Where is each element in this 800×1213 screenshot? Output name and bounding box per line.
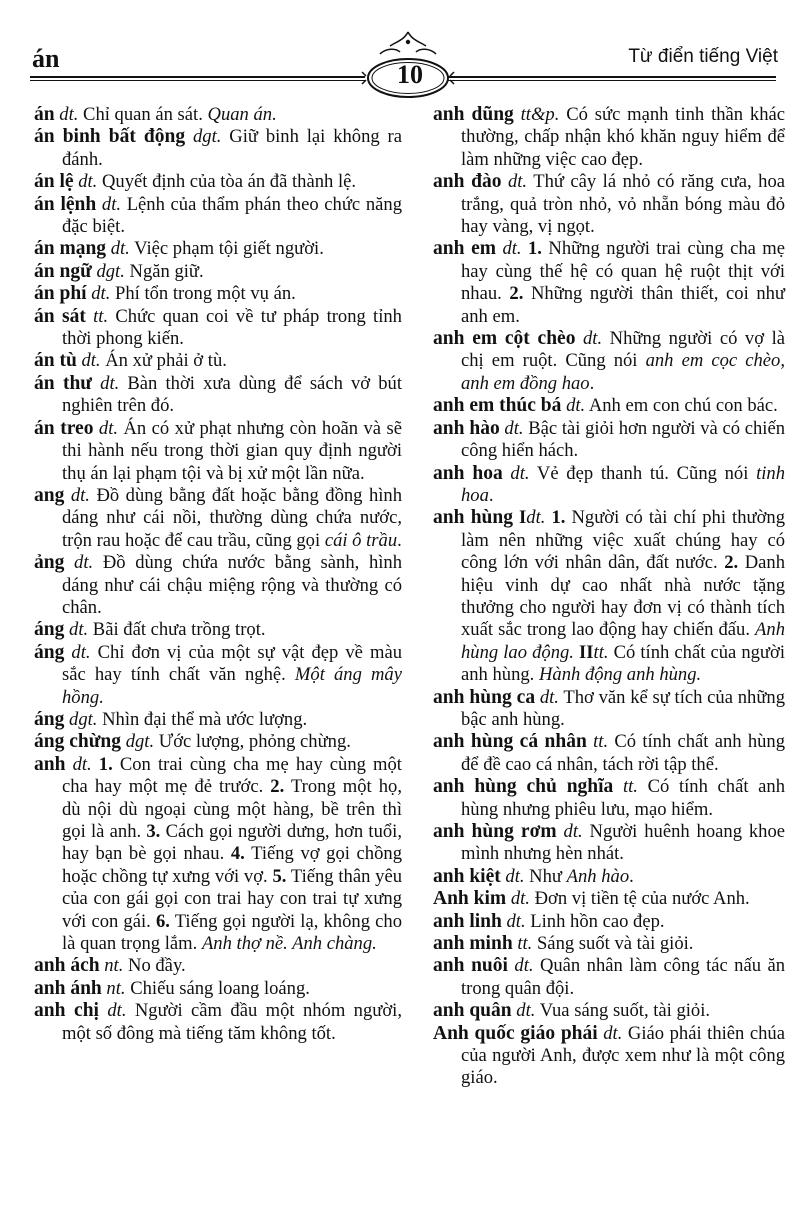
example: Một áng mây hồng.	[62, 664, 402, 708]
page-header	[0, 0, 800, 100]
dictionary-entry	[433, 395, 785, 417]
headword: án sát	[34, 305, 86, 327]
headword: áng	[34, 641, 65, 663]
part-of-speech: nt.	[104, 955, 124, 977]
sense-number: 6.	[155, 910, 170, 932]
headword: anh ách	[34, 955, 100, 977]
part-of-speech: dt.	[74, 552, 94, 574]
dictionary-entry	[433, 821, 785, 866]
headword: anh minh	[433, 933, 513, 955]
headword: án binh bất động	[34, 126, 186, 148]
dictionary-entry	[433, 418, 785, 463]
dictionary-entry: anh hoa dt. Vẻ đẹp thanh tú. Cũng nói tinh hoa.	[433, 462, 786, 506]
part-of-speech: dt.	[504, 417, 524, 439]
part-of-speech: dt.	[78, 171, 98, 193]
headword: án lệ	[34, 171, 74, 193]
part-of-speech: dt.	[110, 238, 130, 260]
sense-number: II	[579, 641, 594, 663]
definition: Con trai cùng cha mẹ hay cùng một cha hay một mẹ đẻ trước.	[62, 753, 402, 798]
headword: án thư	[34, 372, 92, 394]
part-of-speech: dt.	[100, 372, 120, 394]
sense-number: 2.	[270, 776, 285, 798]
definition: Án xử phải ở tù.	[105, 350, 227, 372]
headword: án phí	[34, 283, 87, 305]
definition: Người cầm đầu một nhóm người, một số đông mà tiếng tăm không tốt.	[62, 1000, 402, 1044]
part-of-speech: dt.	[502, 238, 522, 260]
dictionary-entry	[433, 1000, 785, 1022]
definition: Tiếng gọi người lạ, không cho là quan trọng lắm.	[62, 910, 402, 955]
headword: anh em cột chèo	[433, 328, 576, 350]
headword: anh hùng rơm	[433, 821, 557, 842]
definition: Có tính chất anh hùng nhưng phiêu lưu, mạo hiểm.	[461, 776, 785, 820]
part-of-speech: dt.	[514, 955, 534, 977]
headword: án treo	[34, 417, 94, 439]
definition: Nhìn đại thể mà ước lượng.	[102, 708, 308, 730]
definition: Thơ văn kể sự tích của những bậc anh hùng.	[461, 686, 785, 730]
headword: anh chị	[34, 1000, 99, 1022]
part-of-speech: dt.	[526, 507, 546, 529]
headword: anh em thúc bá	[433, 395, 562, 417]
dictionary-entry	[34, 238, 402, 260]
sense-number: 4.	[230, 843, 245, 865]
part-of-speech: tt.	[593, 731, 609, 753]
dictionary-entry	[34, 709, 402, 731]
dictionary-entry	[34, 283, 402, 305]
example: Quan án.	[207, 104, 277, 125]
sense-number: I	[519, 507, 527, 529]
dictionary-entry	[433, 776, 785, 821]
dictionary-entry	[34, 754, 402, 956]
part-of-speech: dt.	[71, 641, 91, 663]
definition: Người huênh hoang khoe mình nhưng hèn nhát.	[461, 821, 786, 865]
definition: Trong một họ, dù nội dù ngoại cùng một hàng, bề trên thì gọi là anh.	[62, 776, 402, 842]
headword: án mạng	[34, 238, 107, 260]
definition: Việc phạm tội giết người.	[134, 238, 324, 260]
headword: Anh quốc giáo phái	[433, 1022, 598, 1044]
part-of-speech: tt&p.	[520, 104, 560, 125]
part-of-speech: dt.	[59, 104, 79, 125]
dictionary-entry: anh kiệt dt. Như Anh hào.	[433, 865, 634, 887]
part-of-speech: tt.	[593, 641, 609, 663]
example: Anh hùng lao động.	[461, 619, 785, 663]
definition: Chức quan coi về tư pháp trong tỉnh thời phong kiến.	[62, 305, 402, 350]
headword: anh kiệt	[433, 865, 501, 887]
part-of-speech: nt.	[106, 977, 126, 999]
part-of-speech: dt.	[583, 328, 603, 350]
part-of-speech: dgt.	[125, 731, 155, 753]
dictionary-entry	[34, 1000, 402, 1045]
definition: Cách gọi người dưng, hơn tuổi, hay bạn bè gọi nhau.	[62, 821, 402, 865]
part-of-speech: dt.	[70, 484, 90, 506]
headword: áng chừng	[34, 731, 122, 753]
headword: áng	[34, 619, 65, 641]
right-column	[433, 104, 785, 1090]
part-of-speech: tt.	[93, 305, 109, 327]
part-of-speech: dt.	[507, 171, 528, 193]
dictionary-entry	[34, 104, 402, 126]
sense-number: 1.	[98, 753, 113, 775]
headword: anh hoa	[433, 462, 503, 484]
definition: No đầy.	[128, 955, 186, 977]
dictionary-entry	[34, 418, 402, 485]
dictionary-entry	[433, 687, 785, 732]
definition: Những người trai cùng cha mẹ hay cùng thế hệ có quan hệ ruột thịt với nhau.	[461, 238, 786, 305]
part-of-speech: dgt.	[69, 708, 98, 730]
headword: áng	[34, 708, 65, 730]
headword: anh đào	[433, 171, 502, 193]
definition: Người có tài chí phi thường làm nên những việc xuất chúng hay có công lớn với nhân dân, đất nước.	[461, 507, 786, 574]
definition: Đơn vị tiền tệ của nước Anh.	[534, 888, 750, 910]
dictionary-entry	[34, 261, 402, 283]
example: cái ô trầu	[324, 529, 398, 551]
part-of-speech: dt.	[72, 753, 92, 775]
guide-word: án	[32, 44, 60, 73]
definition: Có sức mạnh tinh thần khác thường, chấp nhận khó khăn nguy hiểm để làm những việc cao đẹp.	[461, 104, 786, 170]
headword: Anh kim	[433, 888, 507, 910]
headword: anh hùng	[433, 507, 513, 529]
definition: Bậc tài giỏi hơn người và có chiến công hiển hách.	[461, 417, 785, 462]
part-of-speech: tt.	[517, 933, 533, 955]
example: Hành động anh hùng.	[539, 664, 702, 686]
dictionary-entry	[433, 911, 785, 933]
sense-number: 3.	[146, 821, 161, 842]
headword: án	[34, 104, 55, 125]
definition: Lệnh của thẩm phán theo chức năng đặc biệt.	[62, 193, 402, 238]
example: anh em cọc chèo, anh em đồng hao	[461, 350, 785, 394]
dictionary-entry	[433, 731, 785, 776]
dictionary-entry	[433, 933, 785, 955]
sense-number: 2.	[724, 552, 739, 574]
definition: Bàn thời xưa dùng để sách vở bút nghiên trên đó.	[62, 372, 403, 417]
dictionary-entry: anh em cột chèo dt. Những người có vợ là chị em ruột. Cũng nói anh em cọc chèo, anh em đồng hao.	[433, 328, 785, 394]
definition: Tiếng thân yêu của con gái gọi con trai hay con trai tự xưng với con gái.	[62, 865, 402, 932]
sense-number: 5.	[272, 865, 287, 887]
definition: Chiếu sáng loang loáng.	[130, 977, 310, 999]
dictionary-entry	[34, 642, 402, 709]
part-of-speech: dt.	[107, 1000, 127, 1022]
part-of-speech: dt.	[510, 462, 530, 484]
dictionary-entry	[34, 978, 402, 1000]
dictionary-entry	[433, 1023, 785, 1090]
definition: Án có xử phạt nhưng còn hoãn và sẽ thi hành nếu trong thời gian quy định người thụ án lại phạm tội và bị xử một lần nữa.	[62, 417, 402, 484]
part-of-speech: dt.	[101, 193, 122, 215]
header-rule-right	[448, 76, 776, 78]
dictionary-entry	[34, 552, 402, 619]
header-rule-left-thin	[30, 80, 365, 81]
definition: Vẻ đẹp thanh tú. Cũng nói	[536, 462, 749, 484]
part-of-speech: dt.	[91, 283, 111, 305]
headword: anh hào	[433, 417, 500, 439]
headword: anh	[34, 753, 66, 775]
headword: án lệnh	[34, 193, 97, 215]
header-rule-right-thin	[448, 80, 776, 81]
definition: Những người có vợ là chị em ruột. Cũng nói	[461, 328, 785, 372]
header-rule-left	[30, 76, 365, 78]
definition: Có tính chất anh hùng để đề cao cá nhân, tách rời tập thể.	[461, 731, 786, 775]
sense-number: 1.	[528, 238, 542, 260]
part-of-speech: dt.	[81, 350, 101, 372]
sense-number: 2.	[509, 283, 524, 305]
definition: Chỉ đơn vị của một sự vật đẹp về màu sắc hay tính chất văn nghệ.	[62, 641, 402, 686]
dictionary-entry	[433, 104, 785, 171]
definition: Danh hiệu vinh dự cao nhất nhà nước tặng thưởng cho người hay đơn vị có thành tích xuất sắc trong lao động hay chiến đấu.	[461, 552, 785, 641]
definition: Tiếng vợ gọi chồng hoặc chồng tự xưng với vợ.	[62, 843, 402, 887]
dictionary-entry	[34, 350, 402, 372]
dictionary-entry: ang dt. Đồ dùng bằng đất hoặc bằng đồng hình dáng như cái nồi, thường dùng chứa nước, trộn rau hoặc để cau trầu, cũng gọi cái ô trầu.	[34, 484, 402, 551]
dictionary-entry	[433, 171, 785, 238]
part-of-speech: dt.	[563, 821, 583, 842]
headword: ang	[34, 484, 65, 506]
sense-number: 1.	[551, 507, 566, 529]
definition: Thứ cây lá nhỏ có răng cưa, hoa trắng, quả tròn nhỏ, vỏ nhẵn bóng màu đỏ hay vàng, vị ngọt.	[461, 171, 785, 238]
dictionary-entry	[34, 306, 402, 351]
part-of-speech: dt.	[98, 417, 119, 439]
dictionary-entry	[34, 126, 402, 171]
headword: anh dũng	[433, 104, 514, 125]
headword: anh hùng cá nhân	[433, 731, 587, 753]
definition: Đồ dùng bằng đất hoặc bằng đồng hình dáng như cái nồi, thường dùng chứa nước, trộn rau hoặc để cau trầu, cũng gọi	[62, 484, 402, 551]
dictionary-entry	[433, 955, 785, 1000]
headword: anh linh	[433, 910, 502, 932]
page-number: 10	[397, 60, 423, 89]
left-column	[34, 104, 402, 1045]
dictionary-entry	[34, 619, 402, 641]
example: Anh hào	[566, 865, 630, 887]
book-title: Từ điển tiếng Việt	[628, 46, 778, 67]
headword: anh hùng ca	[433, 686, 536, 708]
part-of-speech: dt.	[603, 1022, 623, 1044]
example: tinh hoa	[461, 462, 786, 506]
definition: Ngăn giữ.	[129, 260, 204, 282]
headword: anh quân	[433, 1000, 512, 1022]
dictionary-entry	[34, 194, 402, 239]
part-of-speech: dt.	[506, 910, 526, 932]
headword: anh nuôi	[433, 955, 508, 977]
definition: Ước lượng, phỏng chừng.	[158, 731, 351, 753]
definition: Anh em con chú con bác.	[588, 395, 778, 417]
part-of-speech: dt.	[505, 865, 525, 887]
example: Anh thợ nề. Anh chàng.	[201, 933, 377, 955]
definition: Có tính chất của người anh hùng.	[461, 641, 785, 686]
definition: Phí tổn trong một vụ án.	[115, 283, 296, 305]
part-of-speech: dgt.	[192, 126, 222, 148]
dictionary-entry	[34, 373, 402, 418]
part-of-speech: dt.	[69, 619, 89, 641]
definition: Vua sáng suốt, tài giỏi.	[539, 1000, 711, 1022]
definition: Giáo phái thiên chúa của người Anh, được xem như là một công giáo.	[461, 1022, 785, 1089]
part-of-speech: dt.	[539, 686, 559, 708]
headword: ảng	[34, 552, 65, 574]
definition: Đồ dùng chứa nước bằng sành, hình dáng như cái chậu miệng rộng và thường có chân.	[62, 552, 402, 618]
headword: án tù	[34, 350, 77, 372]
definition: Những người thân thiết, coi như anh em.	[461, 283, 786, 327]
part-of-speech: tt.	[622, 776, 638, 798]
definition: Bãi đất chưa trồng trọt.	[92, 619, 266, 641]
part-of-speech: dt.	[516, 1000, 536, 1022]
headword: anh hùng chủ nghĩa	[433, 776, 614, 798]
part-of-speech: dgt.	[96, 260, 125, 282]
dictionary-entry	[34, 171, 402, 193]
definition: Sáng suốt và tài giỏi.	[536, 933, 694, 955]
dictionary-entry	[433, 507, 785, 686]
headword: anh em	[433, 238, 496, 260]
definition: Quân nhân làm công tác nấu ăn trong quân đội.	[461, 955, 786, 999]
dictionary-entry	[34, 731, 402, 753]
headword: án ngữ	[34, 260, 92, 282]
part-of-speech: dt.	[566, 395, 586, 417]
dictionary-entry	[433, 238, 785, 328]
definition: Quyết định của tòa án đã thành lệ.	[101, 171, 357, 193]
definition: Chỉ quan án sát.	[83, 104, 203, 125]
part-of-speech: dt.	[510, 888, 530, 910]
dictionary-entry	[34, 955, 402, 977]
definition: Giữ binh lại không ra đánh.	[62, 126, 402, 170]
definition: Linh hồn cao đẹp.	[530, 910, 665, 932]
dictionary-entry	[433, 888, 785, 910]
definition: Như	[529, 865, 562, 887]
headword: anh ánh	[34, 977, 102, 999]
